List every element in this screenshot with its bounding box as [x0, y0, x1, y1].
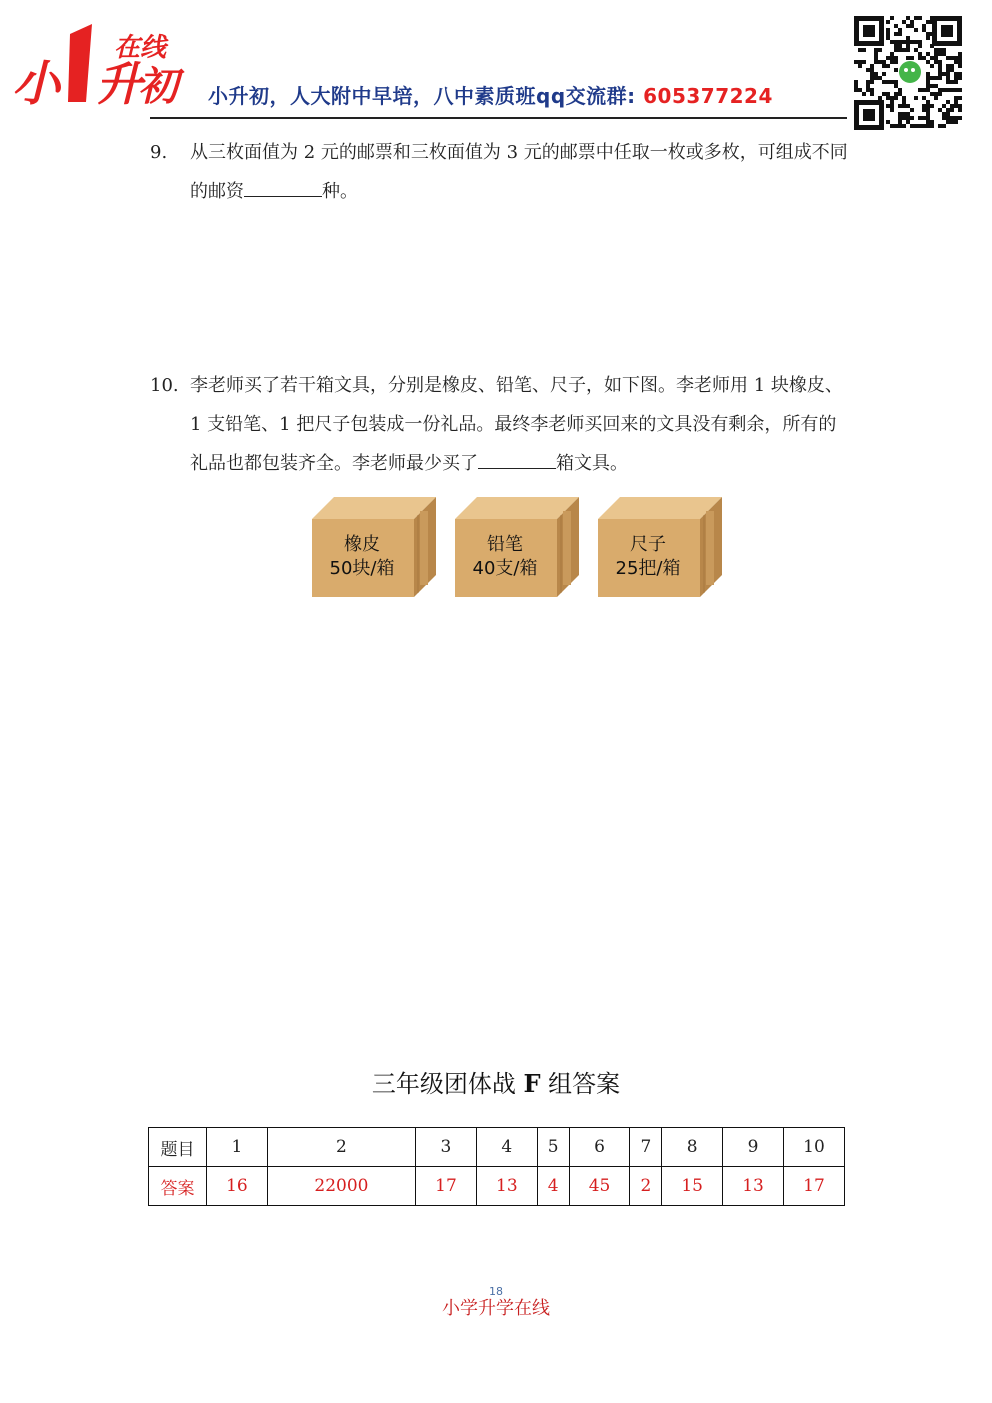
table-cell: 8: [662, 1128, 723, 1167]
qr-code-image: [852, 14, 964, 132]
group-letter: F: [523, 1069, 541, 1098]
table-cell: 13: [723, 1167, 784, 1206]
table-cell: 6: [569, 1128, 630, 1167]
page-number: 18: [489, 1285, 503, 1298]
table-cell: 2: [630, 1167, 662, 1206]
table-cell: 15: [662, 1167, 723, 1206]
box-label: [455, 533, 555, 581]
ruler-box-image: [598, 497, 723, 597]
table-cell: 4: [537, 1167, 569, 1206]
question-text-part: 从三枚面值为 2 元的邮票和三枚面值为 3 元的邮票中任取一枚或多枚，可组成不同的邮资: [190, 142, 848, 202]
title-prefix: 三年级团体战: [371, 1070, 516, 1098]
box-item-name: 尺子: [630, 534, 666, 555]
brand-logo: [10, 22, 185, 108]
table-cell: 2: [267, 1128, 415, 1167]
table-cell: 1: [207, 1128, 268, 1167]
table-cell: 5: [537, 1128, 569, 1167]
table-cell: 7: [630, 1128, 662, 1167]
row-label-question: 题目: [149, 1128, 207, 1167]
table-cell: 10: [784, 1128, 845, 1167]
qq-number: 605377224: [643, 84, 773, 108]
eraser-box-image: [312, 497, 437, 597]
answer-blank: [244, 174, 322, 197]
row-label-answer: 答案: [149, 1167, 207, 1206]
svg-text:小: 小: [12, 56, 61, 108]
question-9: [150, 133, 850, 211]
box-item-quantity: 50块/箱: [329, 558, 395, 579]
question-text: [190, 366, 850, 483]
box-item-quantity: 25把/箱: [615, 558, 681, 579]
answer-blank: [478, 446, 556, 469]
answer-section-title: [0, 1064, 992, 1099]
box-label: [312, 533, 412, 581]
footer-site-name: 小学升学在线: [442, 1298, 550, 1319]
question-text: [190, 133, 850, 211]
question-number-row: [149, 1128, 845, 1167]
box-label: [598, 533, 698, 581]
banner-separator: :: [627, 84, 636, 108]
box-item-name: 橡皮: [344, 534, 380, 555]
box-item-name: 铅笔: [487, 534, 523, 555]
answer-table: [148, 1127, 845, 1206]
question-10: [150, 366, 850, 483]
box-item-quantity: 40支/箱: [472, 558, 538, 579]
question-text-part: 李老师买了若干箱文具，分别是橡皮、铅笔、尺子，如下图。李老师用 1 块橡皮、1 支铅笔、1 把尺子包装成一份礼品。最终李老师买回来的文具没有剩余，所有的礼品也都包装齐全。李老师最少买了: [190, 375, 843, 474]
svg-text:升: 升: [96, 57, 142, 108]
header-divider: [150, 117, 847, 119]
table-cell: 9: [723, 1128, 784, 1167]
table-cell: 16: [207, 1167, 268, 1206]
question-text-part: 箱文具。: [556, 453, 628, 474]
svg-text:初: 初: [138, 64, 178, 108]
table-cell: 13: [476, 1167, 537, 1206]
header-banner: [208, 80, 773, 109]
pencil-box-image: [455, 497, 580, 597]
table-cell: 4: [476, 1128, 537, 1167]
answer-row: [149, 1167, 845, 1206]
table-cell: 22000: [267, 1167, 415, 1206]
question-number: 10.: [150, 375, 179, 396]
table-cell: 45: [569, 1167, 630, 1206]
question-text-part: 种。: [322, 181, 358, 202]
svg-text:在线: 在线: [114, 33, 167, 63]
table-cell: 17: [784, 1167, 845, 1206]
table-cell: 3: [416, 1128, 477, 1167]
question-number: 9.: [150, 142, 168, 163]
table-cell: 17: [416, 1167, 477, 1206]
title-suffix: 组答案: [548, 1070, 621, 1098]
banner-text: 小升初，人大附中早培，八中素质班qq交流群: [208, 84, 628, 108]
